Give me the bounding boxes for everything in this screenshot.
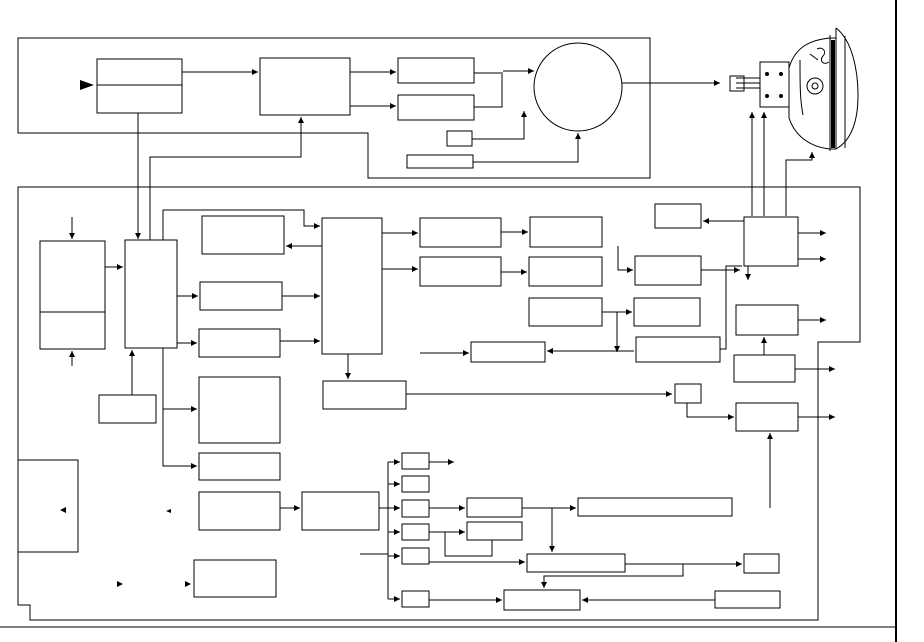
block-center-top <box>260 58 350 115</box>
block-bottom-mid <box>527 554 625 572</box>
block-lower-left <box>194 560 276 597</box>
marker-left-4-icon <box>185 581 191 587</box>
block-right-big <box>744 217 798 266</box>
block-sq-2 <box>402 476 429 492</box>
block-tiny-right <box>471 342 545 362</box>
block-sq-3 <box>402 500 429 517</box>
block-small-left <box>99 395 156 423</box>
block-right-2 <box>736 305 798 335</box>
block-strip-a <box>407 155 473 168</box>
block-left-tall-bottom <box>40 312 105 349</box>
block-r1-b <box>530 217 602 247</box>
block-out-2 <box>398 95 474 120</box>
block-out-1 <box>398 58 474 83</box>
block-mux <box>635 256 701 285</box>
block-bottom-right-long <box>715 591 780 608</box>
block-hub-out <box>323 381 406 409</box>
block-sq-6 <box>402 591 429 607</box>
block-sub-2 <box>199 329 280 357</box>
block-rt-mid <box>675 384 701 403</box>
connector-socket <box>730 62 789 107</box>
block-mid-tall <box>125 240 177 348</box>
marker-left-1-icon <box>60 507 66 513</box>
block-in-b <box>97 85 182 113</box>
middle-wires <box>420 232 742 353</box>
block-bc-1 <box>467 498 522 517</box>
block-long-bar <box>578 498 732 516</box>
block-r2-b <box>529 257 602 286</box>
block-r1-a <box>420 218 501 247</box>
block-in-a <box>97 59 182 85</box>
block-bottom-far-right <box>504 590 580 610</box>
block-r2-a <box>420 257 501 286</box>
block-sq-4 <box>402 524 429 540</box>
block-right-4 <box>736 403 798 431</box>
marker-left-3-icon <box>117 581 123 587</box>
block-sq-5 <box>402 548 429 564</box>
block-sub-1 <box>200 282 282 310</box>
block-right-3 <box>734 355 795 382</box>
block-r3-b <box>634 298 700 326</box>
block-bc-2 <box>467 522 522 540</box>
marker-left-2-icon <box>166 509 171 513</box>
block-left-tall-top <box>40 241 105 312</box>
picture-tube-icon <box>789 28 858 151</box>
block-sub-above <box>202 216 284 254</box>
block-sub-big <box>199 377 280 443</box>
input-pointer-icon <box>80 80 94 90</box>
block-ctrl <box>636 337 720 362</box>
block-sq-1 <box>402 453 429 469</box>
block-bottom-right <box>744 554 779 573</box>
block-rt-small <box>655 204 701 228</box>
block-r3-a <box>529 298 602 326</box>
block-sub-4 <box>199 492 280 530</box>
block-hub <box>322 218 382 354</box>
round-unit <box>534 43 622 131</box>
block-bottom-center <box>302 492 379 530</box>
block-small-a <box>447 131 472 146</box>
block-sub-3 <box>199 453 280 480</box>
